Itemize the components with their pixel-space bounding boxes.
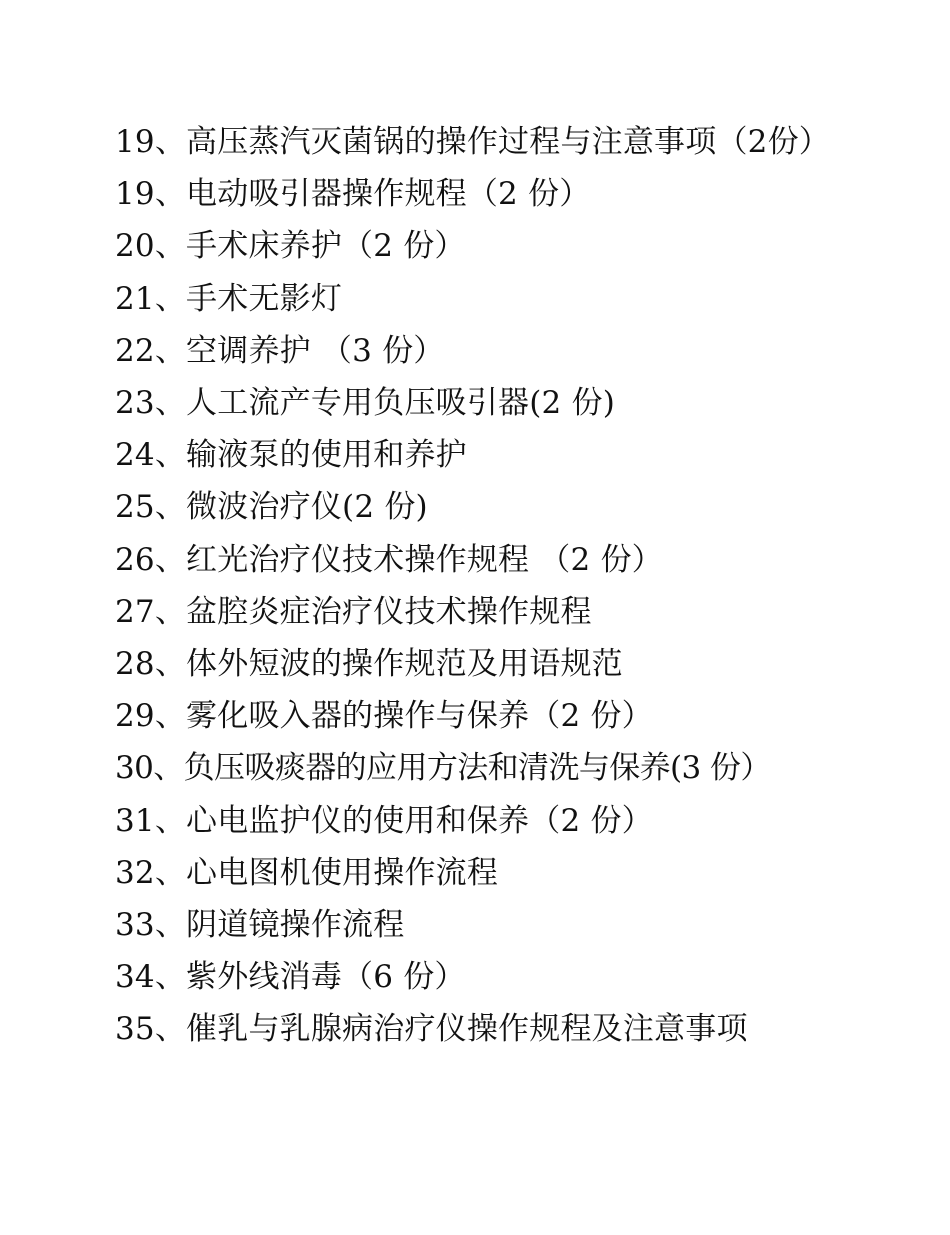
list-item: 32、心电图机使用操作流程: [115, 854, 499, 891]
list-item: 24、输液泵的使用和养护: [115, 437, 467, 474]
list-item: 23、人工流产专用负压吸引器(2 份): [115, 385, 616, 422]
list-item: 19、高压蒸汽灭菌锅的操作过程与注意事项（2份）: [115, 124, 830, 160]
list-item: 34、紫外线消毒（6 份）: [115, 959, 466, 996]
list-item: 35、催乳与乳腺病治疗仪操作规程及注意事项: [115, 1011, 748, 1048]
list-item: 30、负压吸痰器的应用方法和清洗与保养(3 份）: [115, 750, 771, 787]
list-item: 33、阴道镜操作流程: [115, 907, 405, 944]
list-item: 27、盆腔炎症治疗仪技术操作规程: [115, 593, 592, 630]
list-item: 29、雾化吸入器的操作与保养（2 份）: [115, 698, 653, 735]
list-item: 26、红光治疗仪技术操作规程 （2 份）: [115, 541, 663, 578]
list-item: 21、手术无影灯: [115, 280, 343, 317]
list-item: 19、电动吸引器操作规程（2 份）: [115, 176, 591, 213]
list-item: 20、手术床养护（2 份）: [115, 228, 466, 265]
equipment-procedure-list: [115, 116, 845, 1056]
list-item: 28、体外短波的操作规范及用语规范: [115, 646, 623, 683]
list-item: 31、心电监护仪的使用和保养（2 份）: [115, 802, 653, 839]
list-item: 25、微波治疗仪(2 份): [115, 489, 428, 526]
list-item: 22、空调养护 （3 份）: [115, 332, 445, 369]
